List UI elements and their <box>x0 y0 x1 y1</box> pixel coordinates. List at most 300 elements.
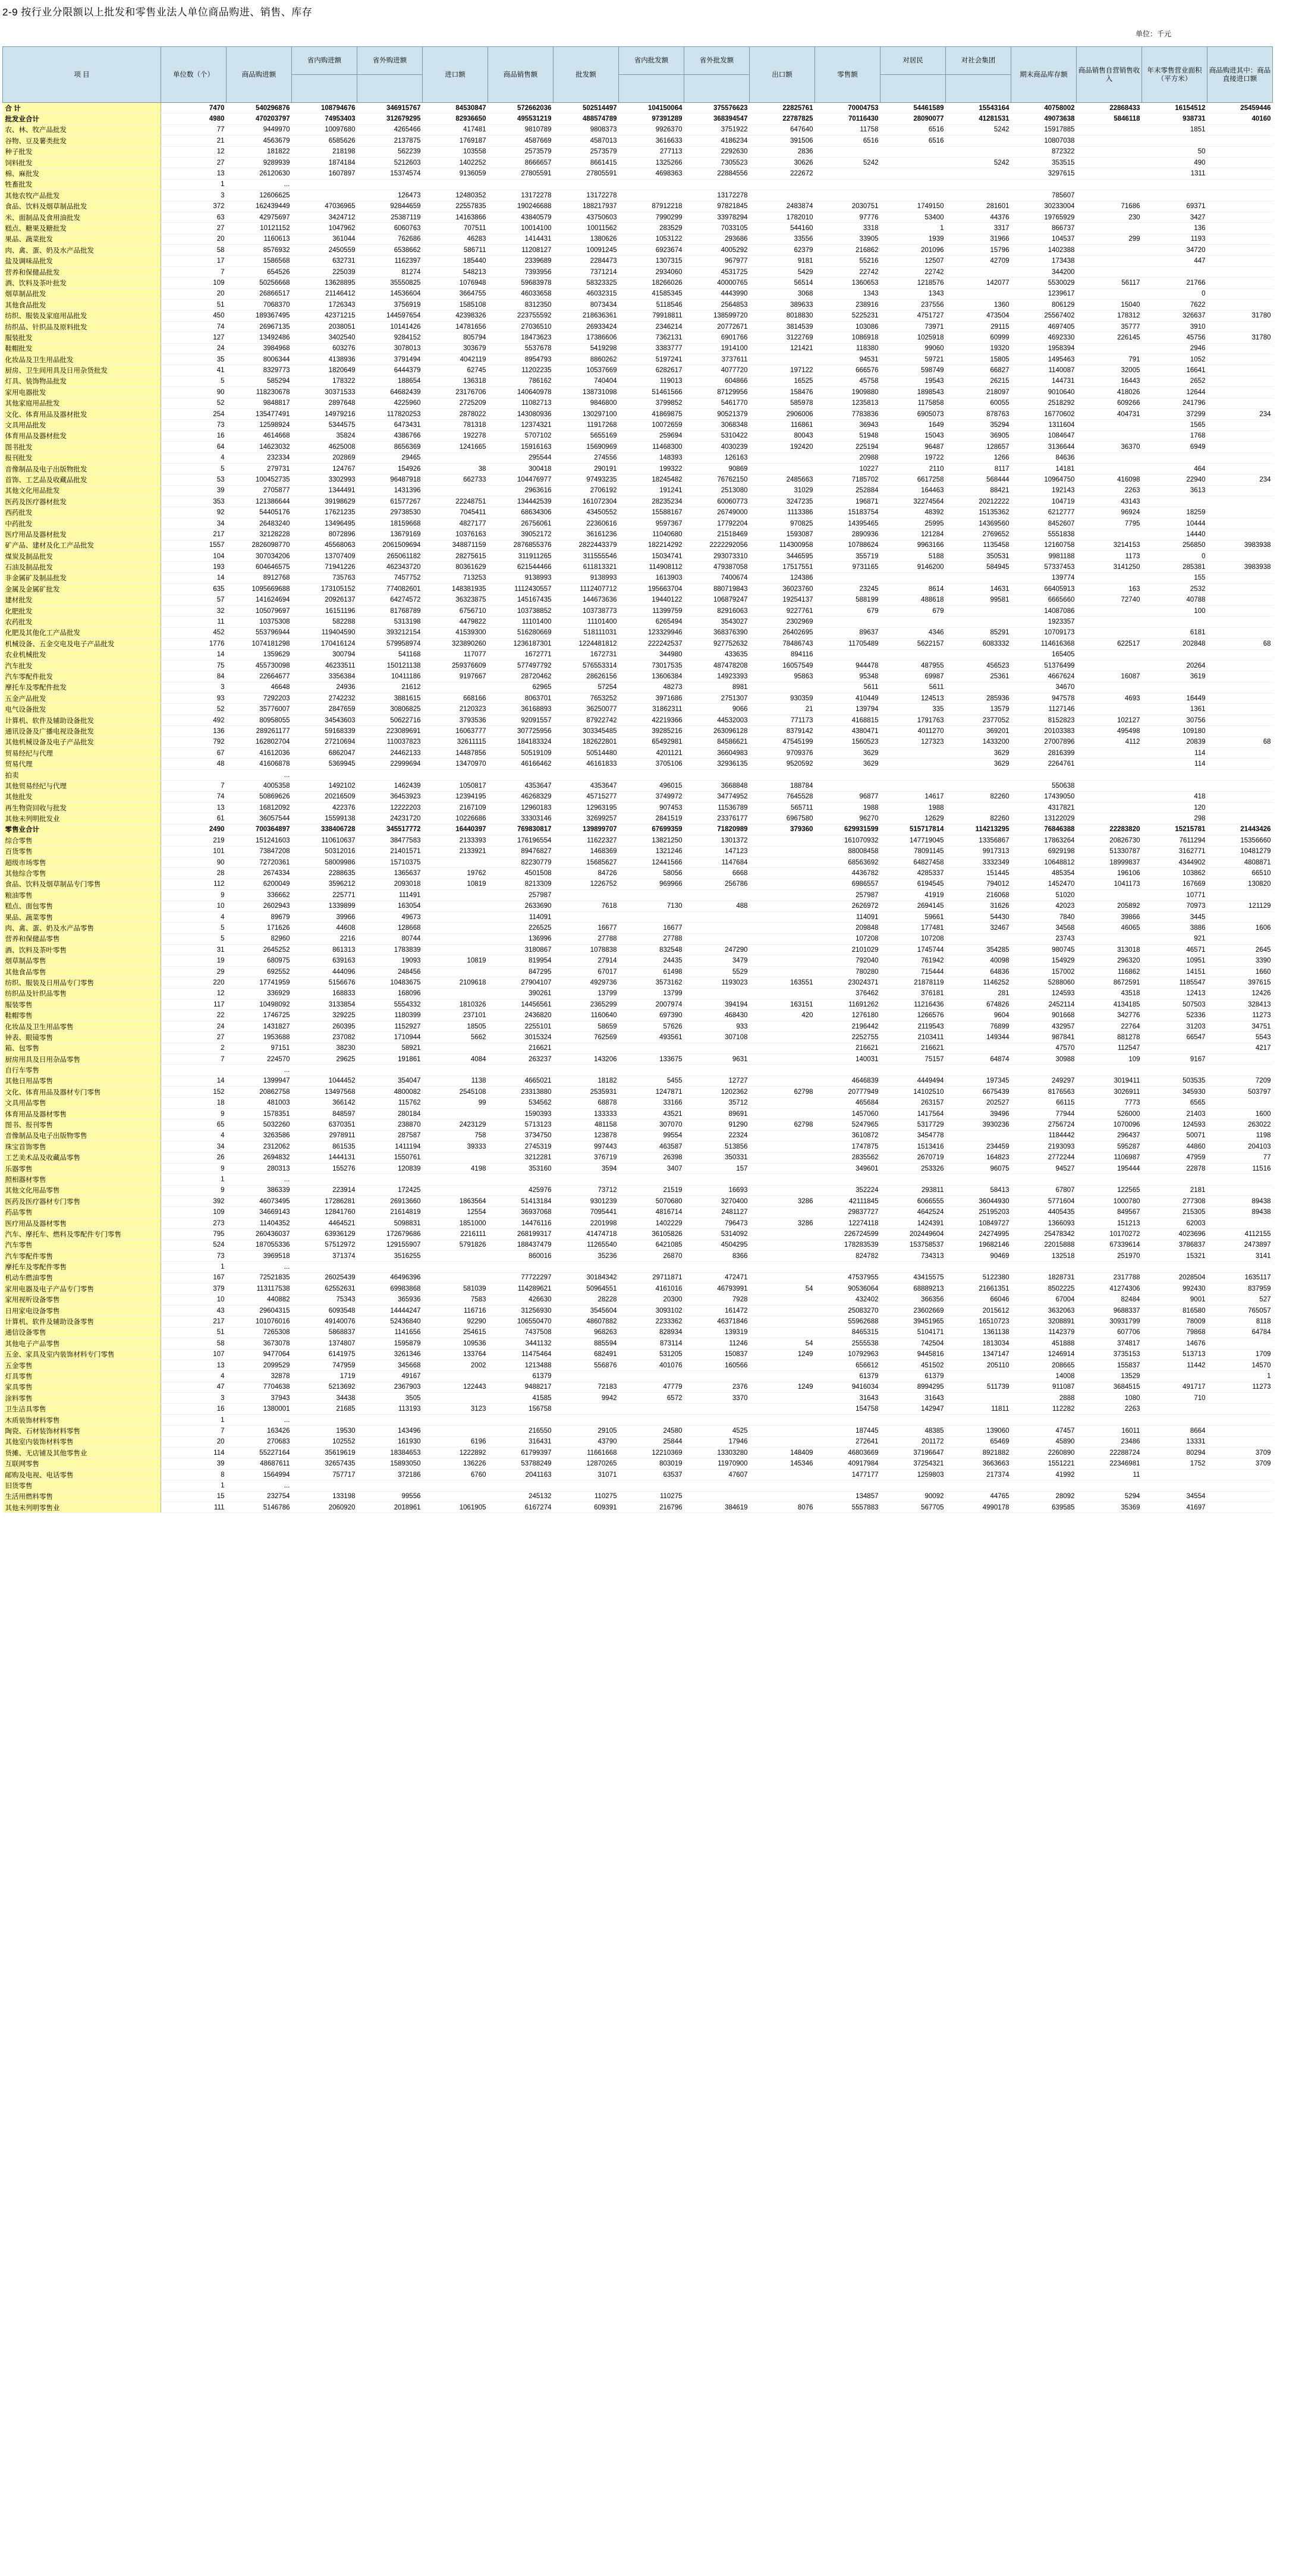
table-cell: 74 <box>161 321 227 332</box>
table-cell: 451502 <box>880 1360 946 1370</box>
table-cell: 1080 <box>1077 1393 1142 1404</box>
table-cell: 5611 <box>880 682 946 693</box>
table-cell: 2252755 <box>815 1032 880 1043</box>
table-cell <box>946 179 1011 190</box>
table-cell <box>750 988 815 999</box>
row-label: 音像制品及电子出版物批发 <box>3 463 161 474</box>
table-cell: 2906006 <box>750 408 815 419</box>
table-cell: 123329946 <box>619 627 684 638</box>
table-cell: 5429 <box>750 266 815 277</box>
table-row <box>3 857 1273 867</box>
table-cell: 0 <box>1142 551 1207 562</box>
table-cell: 30626 <box>750 157 815 168</box>
table-cell: 34 <box>161 518 227 529</box>
table-cell: 7618 <box>553 901 619 911</box>
table-cell: 6181 <box>1142 627 1207 638</box>
table-cell: 5317729 <box>880 1119 946 1130</box>
table-row <box>3 1010 1273 1021</box>
table-cell: 22015888 <box>1011 1240 1077 1250</box>
row-label: 体育用品及器材批发 <box>3 430 161 441</box>
table-cell <box>750 890 815 901</box>
table-cell: 92844659 <box>357 201 423 212</box>
table-cell: 77722297 <box>488 1272 553 1283</box>
table-cell: 4005292 <box>684 245 750 256</box>
table-cell: 12554 <box>423 1207 488 1218</box>
table-cell: 1241665 <box>423 442 488 452</box>
table-cell: 503535 <box>1142 1075 1207 1086</box>
table-cell: 7 <box>161 266 227 277</box>
row-label: 医药及医疗器材专门零售 <box>3 1196 161 1207</box>
table-cell: 15710375 <box>357 857 423 867</box>
table-cell: 1113386 <box>750 507 815 518</box>
table-cell: 4479822 <box>423 617 488 627</box>
table-cell: 11475464 <box>488 1349 553 1360</box>
table-cell: 6212777 <box>1011 507 1077 518</box>
table-cell: 108794676 <box>292 103 357 114</box>
table-cell: 62798 <box>750 1087 815 1097</box>
row-label: 卫生洁具零售 <box>3 1404 161 1414</box>
table-cell: 300418 <box>488 463 553 474</box>
table-cell: 7209 <box>1207 1075 1273 1086</box>
table-cell: 3407 <box>619 1163 684 1174</box>
table-cell: 127 <box>161 332 227 343</box>
table-cell: 68 <box>1207 639 1273 649</box>
table-cell: 299 <box>1077 234 1142 244</box>
table-row <box>3 1119 1273 1130</box>
table-cell: 311555546 <box>553 551 619 562</box>
table-cell: 54 <box>750 1284 815 1294</box>
table-cell: 68 <box>1207 737 1273 747</box>
table-cell: 805794 <box>423 332 488 343</box>
table-cell: 45890 <box>1011 1436 1077 1447</box>
table-cell: 14444247 <box>357 1305 423 1316</box>
table-cell: 8994295 <box>880 1382 946 1392</box>
table-cell <box>1142 190 1207 201</box>
header-spacer <box>880 75 946 103</box>
table-cell <box>750 879 815 889</box>
table-cell: 66827 <box>946 365 1011 376</box>
table-cell: 140640978 <box>488 387 553 398</box>
table-row <box>3 682 1273 693</box>
table-row <box>3 803 1273 813</box>
table-cell <box>553 911 619 922</box>
table-cell: 39 <box>161 1458 227 1469</box>
table-cell: 51948 <box>815 430 880 441</box>
table-cell: 9138993 <box>488 573 553 583</box>
table-cell: 7622 <box>1142 300 1207 310</box>
table-cell: 46065 <box>1077 923 1142 933</box>
table-cell: 384619 <box>684 1502 750 1513</box>
table-cell: 987841 <box>1011 1032 1077 1043</box>
row-label: 音像制品及电子出版物零售 <box>3 1130 161 1141</box>
table-cell <box>750 1414 815 1425</box>
table-cell: 82960 <box>227 933 292 944</box>
table-cell: 4353647 <box>488 781 553 791</box>
table-cell <box>1207 1262 1273 1272</box>
table-cell: 112 <box>161 879 227 889</box>
table-cell: 1958394 <box>1011 343 1077 354</box>
table-cell: 216862 <box>815 245 880 256</box>
table-cell <box>750 1436 815 1447</box>
table-cell: 28228 <box>553 1294 619 1305</box>
table-cell: 18505 <box>423 1021 488 1031</box>
table-cell: 84636 <box>1011 452 1077 463</box>
table-cell: 121129 <box>1207 901 1273 911</box>
table-cell: 3454778 <box>880 1130 946 1141</box>
table-cell: 1095669688 <box>227 584 292 595</box>
table-cell: 595287 <box>1077 1141 1142 1152</box>
table-cell: 11202235 <box>488 365 553 376</box>
table-cell: 4353647 <box>553 781 619 791</box>
table-cell: 2876855376 <box>488 540 553 551</box>
row-label: 纺织、服装及日用品专门零售 <box>3 977 161 988</box>
table-cell: 75157 <box>880 1053 946 1064</box>
table-cell: 124513 <box>880 693 946 704</box>
table-cell: 391506 <box>750 136 815 146</box>
table-cell: 1050817 <box>423 781 488 791</box>
row-label: 摩托车及零配件批发 <box>3 682 161 693</box>
table-cell <box>423 452 488 463</box>
table-cell: 6282617 <box>619 365 684 376</box>
table-cell: 656612 <box>815 1360 880 1370</box>
table-cell: 225771 <box>292 890 357 901</box>
table-cell: 21612 <box>357 682 423 693</box>
table-cell: 113117538 <box>227 1284 292 1294</box>
table-cell <box>750 190 815 201</box>
table-cell: 1226752 <box>553 879 619 889</box>
table-cell <box>1077 146 1142 157</box>
table-cell: 6200049 <box>227 879 292 889</box>
table-cell: 1041173 <box>1077 879 1142 889</box>
table-cell: 122443 <box>423 1382 488 1392</box>
table-cell: 556876 <box>553 1360 619 1370</box>
table-cell: 2255101 <box>488 1021 553 1031</box>
table-cell: 1175858 <box>880 398 946 408</box>
table-cell: 19 <box>161 955 227 966</box>
table-cell: 5771604 <box>1011 1196 1077 1207</box>
table-cell: 13679169 <box>357 529 423 540</box>
table-cell: 277308 <box>1142 1196 1207 1207</box>
row-label: 其他综合零售 <box>3 868 161 879</box>
table-cell: 22742 <box>815 266 880 277</box>
table-cell <box>423 923 488 933</box>
table-cell: 10481279 <box>1207 846 1273 857</box>
table-cell: ... <box>227 769 292 780</box>
table-cell: 2742232 <box>292 693 357 704</box>
row-label: 家用电器批发 <box>3 387 161 398</box>
table-row <box>3 256 1273 266</box>
table-cell: 3214153 <box>1077 540 1142 551</box>
table-cell <box>488 179 553 190</box>
row-label: 通信设备零售 <box>3 1327 161 1338</box>
table-cell <box>1207 300 1273 310</box>
table-cell: 8465315 <box>815 1327 880 1338</box>
table-cell: 36057544 <box>227 813 292 824</box>
table-cell: 69987 <box>880 671 946 682</box>
table-cell: 114091 <box>488 911 553 922</box>
table-cell: 335 <box>880 704 946 715</box>
table-cell: 622517 <box>1077 639 1142 649</box>
table-cell <box>423 1065 488 1075</box>
table-cell: 71820989 <box>684 824 750 835</box>
table-cell: 10121152 <box>227 223 292 234</box>
table-cell <box>750 923 815 933</box>
table-cell: 112282 <box>1011 1404 1077 1414</box>
table-cell: 312679295 <box>357 114 423 124</box>
table-cell: 94531 <box>815 354 880 364</box>
table-cell <box>619 1043 684 1053</box>
table-cell <box>292 190 357 201</box>
table-cell: 338406728 <box>292 824 357 835</box>
table-cell <box>750 955 815 966</box>
table-cell: 46073495 <box>227 1196 292 1207</box>
table-cell: 167 <box>161 1272 227 1283</box>
table-cell: 287587 <box>357 1130 423 1141</box>
header-province-out-s: 省外批发额 <box>684 47 750 75</box>
table-cell: 366142 <box>292 1097 357 1108</box>
table-cell: 1311604 <box>1011 420 1077 430</box>
table-cell: 28626156 <box>553 671 619 682</box>
table-cell: 2772244 <box>1011 1152 1077 1163</box>
table-cell: 11101400 <box>553 617 619 627</box>
table-cell: 389633 <box>750 300 815 310</box>
table-cell <box>553 1414 619 1425</box>
table-cell: 386339 <box>227 1185 292 1196</box>
table-cell: 4667624 <box>1011 671 1077 682</box>
table-cell: 349601 <box>815 1163 880 1174</box>
table-cell: 1402229 <box>619 1218 684 1228</box>
table-cell <box>1077 748 1142 759</box>
table-cell: 56117 <box>1077 278 1142 288</box>
table-cell: 71941226 <box>292 562 357 573</box>
table-cell: 2093018 <box>357 879 423 889</box>
table-row <box>3 354 1273 364</box>
table-cell: 128668 <box>357 923 423 933</box>
table-cell: 2756724 <box>1011 1119 1077 1130</box>
table-cell <box>1207 1338 1273 1349</box>
table-cell: 11516 <box>1207 1163 1273 1174</box>
table-cell <box>946 168 1011 179</box>
table-cell: 492 <box>161 715 227 725</box>
table-cell: 12 <box>161 146 227 157</box>
table-cell: 3629 <box>946 759 1011 769</box>
table-cell: 3446595 <box>750 551 815 562</box>
table-cell: 8921882 <box>946 1448 1011 1458</box>
table-cell: 42111845 <box>815 1196 880 1207</box>
table-cell: 84 <box>161 671 227 682</box>
table-cell: 1424391 <box>880 1218 946 1228</box>
table-cell: 355719 <box>815 551 880 562</box>
table-cell: 33905 <box>815 234 880 244</box>
table-row <box>3 879 1273 889</box>
table-cell: 63 <box>161 212 227 222</box>
table-cell <box>292 1065 357 1075</box>
table-cell: 107 <box>161 1349 227 1360</box>
table-row <box>3 1305 1273 1316</box>
table-cell: 2705877 <box>227 485 292 496</box>
row-label: 其他文化用品零售 <box>3 1185 161 1196</box>
table-cell: 41274306 <box>1077 1284 1142 1294</box>
table-cell <box>1207 518 1273 529</box>
table-cell: 237082 <box>292 1032 357 1043</box>
table-cell <box>1142 1480 1207 1491</box>
table-cell: 143496 <box>357 1426 423 1436</box>
table-cell: 268199317 <box>488 1229 553 1240</box>
table-cell: 223914 <box>292 1185 357 1196</box>
table-row <box>3 288 1273 299</box>
table-cell: 6141975 <box>292 1349 357 1360</box>
table-cell: 66547 <box>1142 1032 1207 1043</box>
data-table <box>2 46 1273 1513</box>
table-cell: 92091557 <box>488 715 553 725</box>
table-cell: 456523 <box>946 660 1011 671</box>
table-cell: 1 <box>161 1480 227 1491</box>
table-cell <box>1207 693 1273 704</box>
table-cell: 190246688 <box>488 201 553 212</box>
table-cell: ... <box>227 1480 292 1491</box>
table-cell: 87922742 <box>553 715 619 725</box>
table-cell: 58323325 <box>553 278 619 288</box>
table-cell: 11758 <box>815 124 880 135</box>
table-cell: 85291 <box>946 627 1011 638</box>
table-cell: 1359629 <box>227 649 292 660</box>
table-cell: 80744 <box>357 933 423 944</box>
table-cell: 46033658 <box>488 288 553 299</box>
table-row <box>3 1097 1273 1108</box>
table-cell: 36105826 <box>619 1229 684 1240</box>
table-cell: 24231720 <box>357 813 423 824</box>
table-row <box>3 1108 1273 1119</box>
table-cell: 181822 <box>227 146 292 157</box>
table-cell <box>946 1043 1011 1053</box>
table-cell <box>750 1032 815 1043</box>
table-cell: 806129 <box>1011 300 1077 310</box>
table-row <box>3 234 1273 244</box>
table-cell: 293811 <box>880 1185 946 1196</box>
table-cell: 216068 <box>946 890 1011 901</box>
table-row <box>3 562 1273 573</box>
table-cell: 19254137 <box>750 595 815 605</box>
table-cell <box>880 168 946 179</box>
table-cell: 35619619 <box>292 1448 357 1458</box>
table-cell: 5557883 <box>815 1502 880 1513</box>
row-label: 旧货零售 <box>3 1480 161 1491</box>
table-cell <box>1077 813 1142 824</box>
table-cell: 161930 <box>357 1436 423 1447</box>
table-cell: 13172278 <box>684 190 750 201</box>
table-cell: 6060763 <box>357 223 423 234</box>
table-cell <box>1207 769 1273 780</box>
table-cell: 1431396 <box>357 485 423 496</box>
table-cell: 635 <box>161 584 227 595</box>
table-cell <box>1077 420 1142 430</box>
table-cell: 2645 <box>1207 945 1273 955</box>
table-cell <box>1077 769 1142 780</box>
table-cell: 60999 <box>946 332 1011 343</box>
table-cell: 639163 <box>292 955 357 966</box>
table-cell: 55216 <box>815 256 880 266</box>
table-cell <box>1207 212 1273 222</box>
table-cell <box>684 923 750 933</box>
table-cell: 4112155 <box>1207 1229 1273 1240</box>
table-cell: 1747875 <box>815 1141 880 1152</box>
table-cell: 163 <box>1077 584 1142 595</box>
table-cell: 774082601 <box>357 584 423 595</box>
table-cell: 1361138 <box>946 1327 1011 1338</box>
table-cell: 97776 <box>815 212 880 222</box>
table-cell: 2545108 <box>423 1087 488 1097</box>
table-cell: 2963616 <box>488 485 553 496</box>
table-cell <box>553 1043 619 1053</box>
page-title: 2-9 按行业分限额以上批发和零售业法人单位商品购进、销售、库存 <box>2 7 313 18</box>
table-cell: 3737611 <box>684 354 750 364</box>
table-cell: 31643 <box>880 1393 946 1404</box>
table-cell <box>880 769 946 780</box>
table-cell: 1344491 <box>292 485 357 496</box>
table-cell: 9848817 <box>227 398 292 408</box>
table-cell: 5294 <box>1077 1491 1142 1502</box>
table-cell: 283529 <box>619 223 684 234</box>
table-cell: 710 <box>1142 1393 1207 1404</box>
table-cell: 28720462 <box>488 671 553 682</box>
table-cell: 208665 <box>1011 1360 1077 1370</box>
table-cell: 700364897 <box>227 824 292 835</box>
table-cell: 54 <box>750 1338 815 1349</box>
table-cell: 14395465 <box>815 518 880 529</box>
table-cell: 465684 <box>815 1097 880 1108</box>
table-cell: 46371846 <box>684 1316 750 1327</box>
table-cell: 153758537 <box>880 1240 946 1250</box>
table-cell: 303679 <box>423 343 488 354</box>
table-row <box>3 605 1273 616</box>
table-cell: 2841519 <box>619 813 684 824</box>
table-cell: 8063701 <box>488 693 553 704</box>
table-cell: 781318 <box>423 420 488 430</box>
table-cell: 1783839 <box>357 945 423 955</box>
table-cell: 67004 <box>1011 1294 1077 1305</box>
table-cell: 36250077 <box>553 704 619 715</box>
table-cell: 22868433 <box>1077 103 1142 114</box>
table-cell: 34554 <box>1142 1491 1207 1502</box>
table-cell: 201172 <box>880 1436 946 1447</box>
table-cell <box>1207 430 1273 441</box>
table-cell: 20 <box>161 1436 227 1447</box>
table-cell: 1660 <box>1207 966 1273 977</box>
table-cell: 46233511 <box>292 660 357 671</box>
table-cell: 251970 <box>1077 1251 1142 1262</box>
table-cell: 647640 <box>750 124 815 135</box>
table-cell <box>1142 781 1207 791</box>
table-cell: 1236187301 <box>488 639 553 649</box>
table-cell: 344200 <box>1011 266 1077 277</box>
table-cell <box>1077 529 1142 540</box>
table-cell: 2946 <box>1142 343 1207 354</box>
table-cell <box>684 1480 750 1491</box>
table-cell: 390261 <box>488 988 553 999</box>
table-cell: 22288724 <box>1077 1448 1142 1458</box>
table-cell: 997443 <box>553 1141 619 1152</box>
table-cell: 17386606 <box>553 332 619 343</box>
table-cell: 4449494 <box>880 1075 946 1086</box>
table-cell: 5288060 <box>1011 977 1077 988</box>
table-cell: 36161236 <box>553 529 619 540</box>
table-cell <box>1207 791 1273 802</box>
table-cell: 1339899 <box>292 901 357 911</box>
table-cell: 15893050 <box>357 1458 423 1469</box>
table-cell: 73847208 <box>227 846 292 857</box>
table-cell <box>750 1207 815 1218</box>
table-cell: 41281531 <box>946 114 1011 124</box>
